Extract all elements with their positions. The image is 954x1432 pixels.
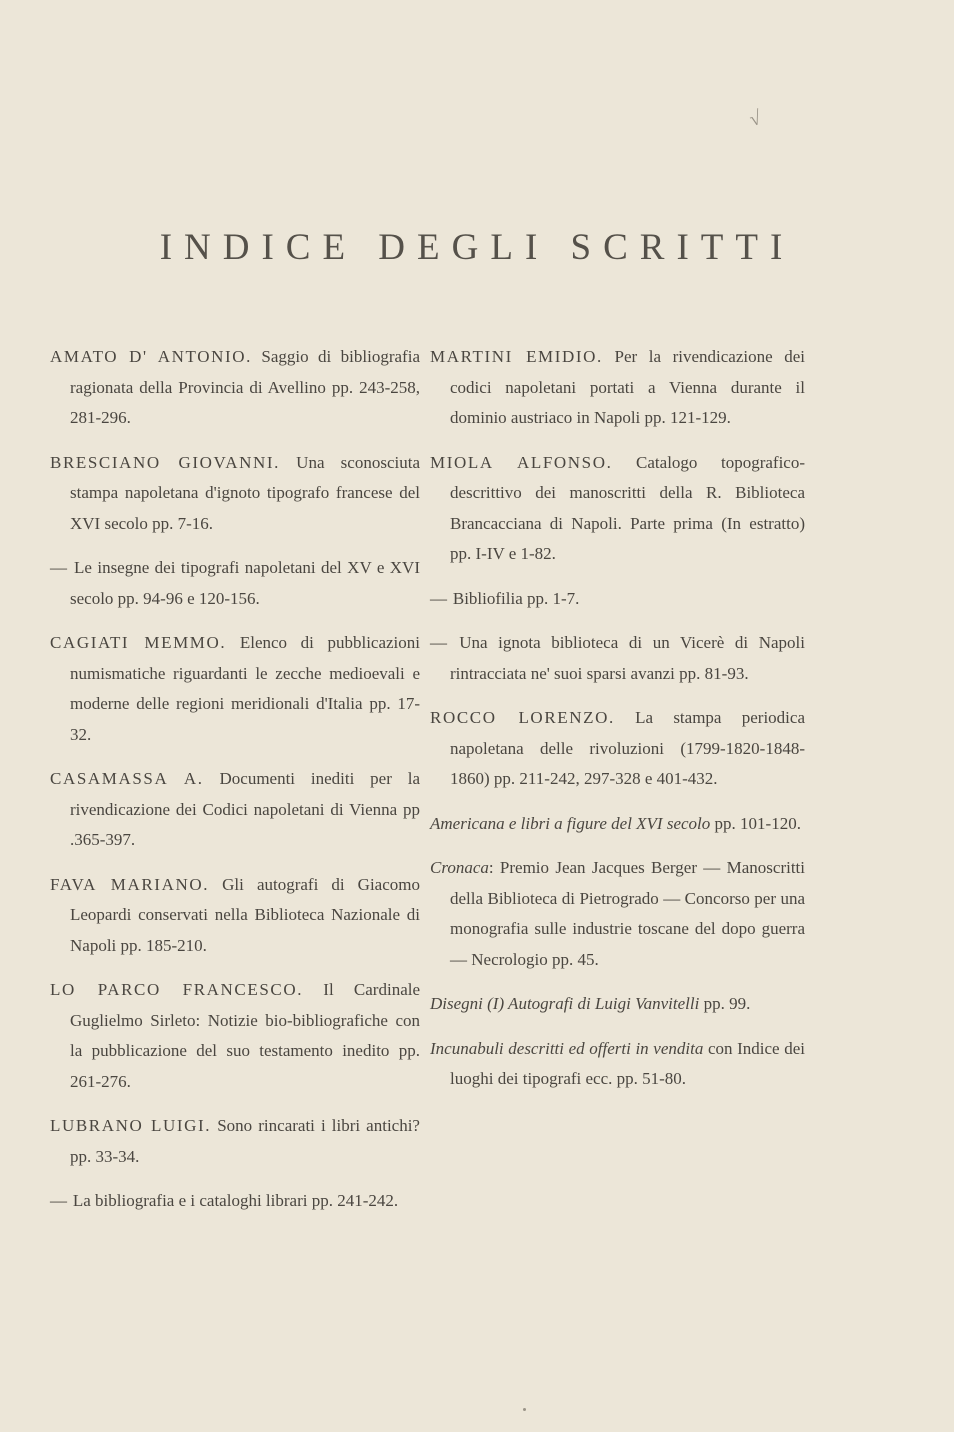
entry-author: CAGIATI MEMMO. xyxy=(50,633,227,652)
entry-author: LO PARCO FRANCESCO. xyxy=(50,980,304,999)
index-entry xyxy=(430,628,805,689)
entry-author: — xyxy=(50,1191,69,1210)
index-entry xyxy=(430,448,805,570)
index-entry xyxy=(430,342,805,434)
entry-text: pp. 99. xyxy=(699,994,751,1013)
entry-text: Il Cardinale Guglielmo Sirleto: Notizie bio-bibliografiche con la pubblicazione del suo testamento inedito pp. 261-276. xyxy=(70,980,421,1091)
entry-title: Incunabuli descritti ed offerti in vendita xyxy=(430,1038,704,1058)
index-entry xyxy=(50,553,420,614)
page-title: INDICE DEGLI SCRITTI xyxy=(159,227,795,268)
entry-text: con Indice dei luoghi dei tipografi ecc. pp. 51-80. xyxy=(450,1038,805,1088)
entry-text: Gli autografi di Giacomo Leopardi conservati nella Biblioteca Nazionale di Napoli pp. 185-210. xyxy=(70,874,420,955)
index-entry xyxy=(50,764,420,856)
page-speck xyxy=(523,1408,526,1411)
entry-author: MARTINI EMIDIO. xyxy=(430,347,603,366)
entry-text: Una sconosciuta stampa napoletana d'ignoto tipografo francese del XVI secolo pp. 7-16. xyxy=(70,452,420,533)
entry-text: La stampa periodica napoletana delle rivoluzioni (1799-1820-1848-1860) pp. 211-242, 297-328 e 401-432. xyxy=(450,708,805,788)
right-column xyxy=(430,342,805,1109)
entry-text: Documenti inediti per la rivendicazione dei Codici napoletani di Vienna pp .365-397. xyxy=(70,769,421,849)
entry-text: pp. 101-120. xyxy=(710,813,801,833)
index-entry xyxy=(430,1034,805,1095)
entry-author: LUBRANO LUIGI. xyxy=(50,1116,212,1135)
index-entry xyxy=(430,809,805,840)
entry-author: — xyxy=(430,633,449,652)
entry-text: Catalogo topografico-descrittivo dei manoscritti della R. Biblioteca Brancacciana di Napoli. Parte prima (In estratto) pp. I-IV e 1-82. xyxy=(450,452,806,563)
index-entry xyxy=(430,584,805,615)
entry-author: MIOLA ALFONSO. xyxy=(430,452,613,472)
entry-text: Saggio di bibliografia ragionata della Provincia di Avellino pp. 243-258, 281-296. xyxy=(70,347,420,427)
left-column xyxy=(50,342,420,1231)
index-entry xyxy=(50,628,420,750)
check-mark-icon: √ xyxy=(747,106,764,132)
index-entry xyxy=(50,1111,420,1172)
entry-text: Una ignota biblioteca di un Vicerè di Napoli rintracciata ne' suoi sparsi avanzi pp. 81-93. xyxy=(448,633,805,683)
entry-text: Per la rivendicazione dei codici napoletani portati a Vienna durante il dominio austriaco in Napoli pp. 121-129. xyxy=(450,347,805,427)
entry-author: CASAMASSA A. xyxy=(50,769,204,788)
entry-text: La bibliografia e i cataloghi librari pp. 241-242. xyxy=(68,1191,399,1210)
entry-title: Disegni (I) Autografi di Luigi Vanvitelli xyxy=(430,994,700,1013)
entry-text: Le insegne dei tipografi napoletani del XV e XVI secolo pp. 94-96 e 120-156. xyxy=(68,558,420,608)
entry-author: — xyxy=(50,558,69,577)
index-entry xyxy=(430,703,805,795)
index-entry xyxy=(50,1186,420,1217)
entry-title: Americana e libri a figure del XVI secolo xyxy=(430,813,711,833)
entry-text: : Premio Jean Jacques Berger — Manoscritti della Biblioteca di Pietrogrado — Concorso per una monografia sulle industrie toscane del dopo guerra — Necrologio pp. 45. xyxy=(450,858,805,969)
index-entry xyxy=(430,853,805,975)
entry-author: BRESCIANO GIOVANNI. xyxy=(50,452,280,472)
entry-author: — xyxy=(430,588,449,608)
index-entry xyxy=(50,975,420,1097)
entry-author: ROCCO LORENZO. xyxy=(430,708,615,727)
index-entry xyxy=(50,870,420,962)
index-entry xyxy=(50,448,420,540)
entry-text: Sono rincarati i libri antichi? pp. 33-34. xyxy=(70,1116,420,1166)
index-entry xyxy=(50,342,420,434)
index-entry xyxy=(430,989,805,1020)
entry-text: Bibliofilia pp. 1-7. xyxy=(448,588,580,608)
entry-title: Cronaca xyxy=(430,858,489,877)
entry-text: Elenco di pubblicazioni numismatiche riguardanti le zecche medioevali e moderne delle regioni meridionali d'Italia pp. 17-32. xyxy=(70,633,420,744)
entry-author: AMATO D' ANTONIO. xyxy=(50,347,252,366)
entry-author: FAVA MARIANO. xyxy=(50,874,210,894)
